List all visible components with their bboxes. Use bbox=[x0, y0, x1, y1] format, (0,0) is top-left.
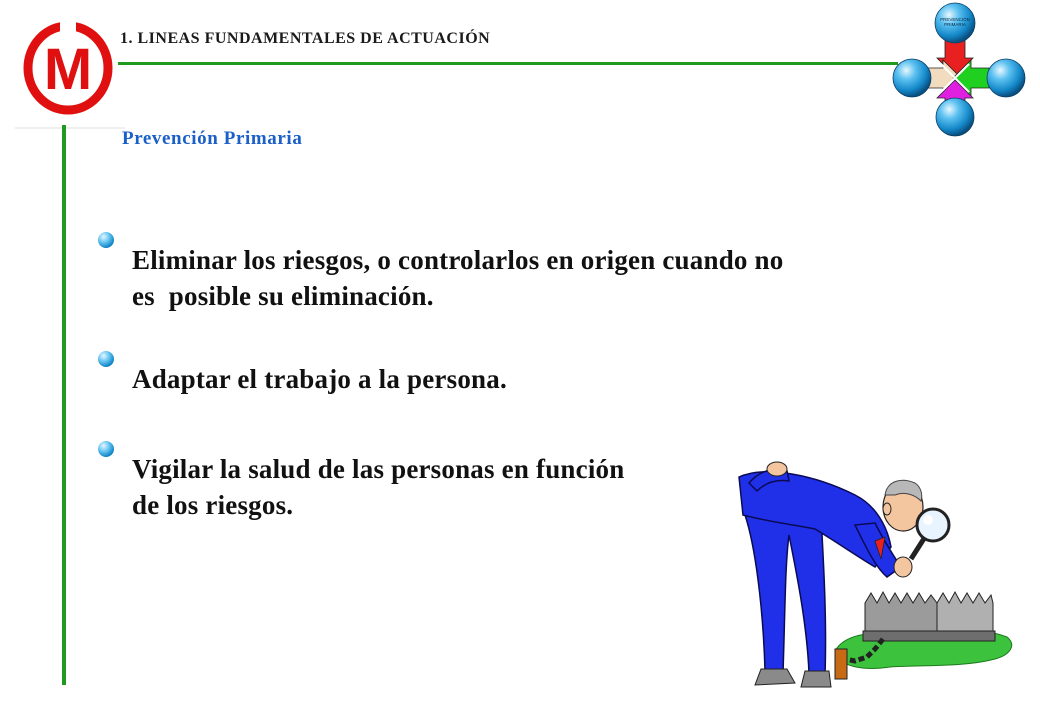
section-title: 1. LINEAS FUNDAMENTALES DE ACTUACIÓN bbox=[120, 30, 491, 47]
magnifier-lens-icon bbox=[917, 509, 949, 541]
bullet-item-vigilar-salud bbox=[132, 451, 624, 523]
nav-sphere-bottom[interactable] bbox=[936, 98, 974, 136]
bullet-line: Vigilar la salud de las personas en función bbox=[132, 454, 625, 484]
top-divider bbox=[118, 62, 898, 65]
bullet-item-adaptar-trabajo bbox=[132, 361, 507, 397]
logo-underline bbox=[15, 127, 125, 129]
bullet-line: Eliminar los riesgos, o controlarlos en origen cuando no bbox=[132, 245, 784, 275]
man-hand bbox=[894, 557, 912, 577]
bear-trap bbox=[863, 592, 995, 641]
man-with-magnifier-illustration bbox=[725, 455, 1020, 695]
magnifier-glare bbox=[923, 515, 933, 525]
bullet-line: Adaptar el trabajo a la persona. bbox=[132, 364, 507, 394]
bullet-line: es posible su eliminación. bbox=[132, 281, 434, 311]
man-shoe bbox=[801, 671, 831, 687]
nav-sphere-top-label: PREVENCIÓN bbox=[940, 17, 970, 22]
bullet-icon bbox=[98, 232, 114, 248]
man-ear bbox=[883, 503, 891, 515]
bullet-line: de los riesgos. bbox=[132, 490, 294, 520]
left-divider bbox=[62, 125, 66, 685]
magnifier-handle bbox=[911, 537, 925, 559]
man-shoe bbox=[755, 669, 795, 685]
man-hand bbox=[767, 462, 787, 476]
nav-sphere-left[interactable] bbox=[893, 59, 931, 97]
man-legs bbox=[745, 515, 826, 675]
logo-ring-gap bbox=[60, 20, 76, 34]
navigation-diagram bbox=[885, 0, 1030, 140]
bullet-icon bbox=[98, 441, 114, 457]
bullet-item-eliminar-riesgos bbox=[132, 242, 783, 314]
bullet-icon bbox=[98, 351, 114, 367]
trap-stake bbox=[835, 649, 847, 679]
logo-letter: M bbox=[43, 37, 93, 102]
page-subtitle: Prevención Primaria bbox=[122, 128, 303, 149]
nav-sphere-right[interactable] bbox=[987, 59, 1025, 97]
company-logo bbox=[20, 20, 116, 116]
nav-sphere-top-label: PRIMARIA bbox=[944, 22, 966, 27]
